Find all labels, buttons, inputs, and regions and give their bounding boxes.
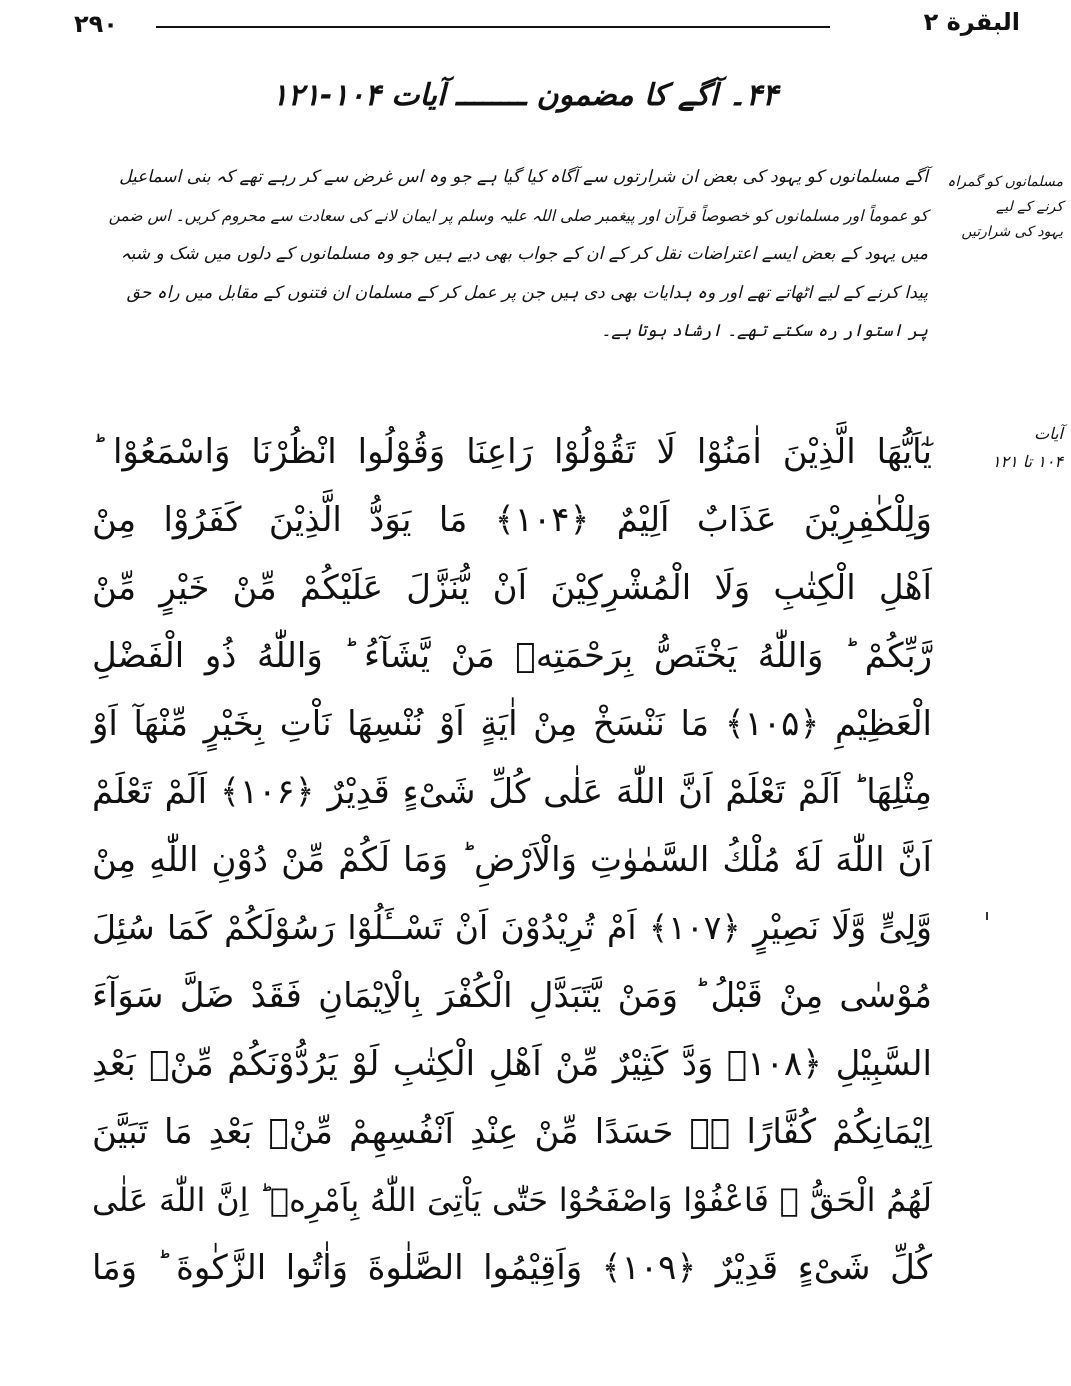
verse-line: يٰٓاَيُّهَا الَّذِيْنَ اٰمَنُوْا لَا تَقُوْلُوْا رَاعِنَا وَقُوْلُوا انْظُرْنَا وَاسْمَعُوْا ؕ (92, 432, 932, 472)
verse-line: كُلِّ شَىْءٍ قَدِيْرٌ ﴿۱۰۹﴾ وَاَقِيْمُوا الصَّلٰوةَ وَاٰتُوا الزَّكٰوةَ ؕ وَمَا (92, 1248, 933, 1288)
page-number: ۲۹۰ (74, 10, 118, 38)
intro-line: پر استوار رہ سکتے تھے۔ ارشاد ہوتا ہے۔ (601, 321, 928, 341)
header-rule (156, 26, 830, 28)
verse-line: لَهُمُ الْحَقُّ ۚ فَاعْفُوْا وَاصْفَحُوْا حَتّٰى يَاْتِىَ اللّٰهُ بِاَمْرِهٖ ؕ اِنَّ اللّٰهَ عَلٰى (92, 1181, 932, 1219)
verse-line: اِيْمَانِكُمْ كُفَّارًا ۖۚ حَسَدًا مِّنْ عِنْدِ اَنْفُسِهِمْ مِّنْۢ بَعْدِ مَا تَبَيَّنَ (92, 1112, 932, 1152)
intro-line: آگے مسلمانوں کو یہود کی بعض ان شرارتوں سے آگاہ کیا گیا ہے جو وہ اس غرض سے کر رہے تھے کہ بنی اسماعیل (119, 167, 928, 187)
verse-line: وَّلِىٍّ وَّلَا نَصِيْرٍ ﴿۱۰۷﴾ اَمْ تُرِيْدُوْنَ اَنْ تَسْــَٔلُوْا رَسُوْلَكُمْ كَمَا سُئِلَ (92, 908, 932, 947)
surah-name: البقرة ۲ (923, 8, 1020, 36)
intro-line: میں یہود کے بعض ایسے اعتراضات نقل کر کے ان کے جواب بھی دیے ہیں جو وہ مسلمانوں کے دلوں میں شک و شبہ (120, 244, 928, 264)
verse-line: رَّبِّكُمْ ؕ وَاللّٰهُ يَخْتَصُّ بِرَحْمَتِهٖ مَنْ يَّشَآءُ ؕ وَاللّٰهُ ذُو الْفَضْلِ (92, 636, 932, 676)
print-speck (986, 912, 988, 920)
verse-line: مُوْسٰى مِنْ قَبْلُ ؕ وَمَنْ يَّتَبَدَّلِ الْكُفْرَ بِالْاِيْمَانِ فَقَدْ ضَلَّ سَوَآءَ (92, 976, 932, 1016)
verse-line: مِثْلِهَا ؕ اَلَمْ تَعْلَمْ اَنَّ اللّٰهَ عَلٰى كُلِّ شَىْءٍ قَدِيْرٌ ﴿۱۰۶﴾ اَلَمْ تَعْلَمْ (92, 772, 932, 812)
quran-verses (92, 418, 932, 1302)
intro-line: پیدا کرنے کے لیے اٹھاتے تھے اور وہ ہدایات بھی دی ہیں جن پر عمل کر کے مسلمان ان فتنوں کے مقابل میں راہ حق (126, 282, 928, 303)
margin-note-line: یہود کی شرارتیں (961, 224, 1063, 240)
margin-note-verses (943, 420, 1063, 476)
intro-paragraph (98, 158, 928, 351)
margin-note-line: ۱۰۴ تا ۱۲۱ (991, 452, 1063, 471)
margin-note-topic (943, 170, 1063, 245)
intro-line: کو عموماً اور مسلمانوں کو خصوصاً قرآن اور پیغمبر صلی اللہ علیہ وسلم پر ایمان لانے کی سعادت سے محروم کریں۔ اس ضمن (108, 206, 928, 225)
margin-note-line: مسلمانوں کو گمراہ (947, 174, 1063, 190)
verse-line: اَهْلِ الْكِتٰبِ وَلَا الْمُشْرِكِيْنَ اَنْ يُّنَزَّلَ عَلَيْكُمْ مِّنْ خَيْرٍ مِّنْ (92, 568, 932, 608)
verse-line: وَلِلْكٰفِرِيْنَ عَذَابٌ اَلِيْمٌ ﴿۱۰۴﴾ مَا يَوَدُّ الَّذِيْنَ كَفَرُوْا مِنْ (92, 500, 932, 540)
verse-line: الْعَظِيْمِ ﴿۱۰۵﴾ مَا نَنْسَخْ مِنْ اٰيَةٍ اَوْ نُنْسِهَا نَاْتِ بِخَيْرٍ مِّنْهَآ اَوْ (92, 704, 932, 744)
running-header (60, 8, 1020, 42)
verse-line: اَنَّ اللّٰهَ لَهٗ مُلْكُ السَّمٰوٰتِ وَالْاَرْضِ ؕ وَمَا لَكُمْ مِّنْ دُوْنِ اللّٰهِ مِنْ (92, 840, 932, 880)
section-title: ۴۴۔ آگے کا مضمون ــــــــ آیات ۱۰۴-۱۲۱ (271, 78, 779, 113)
margin-note-line: کرنے کے لیے (996, 199, 1063, 215)
margin-note-line: آیات (1034, 424, 1063, 443)
verse-line: السَّبِيْلِ ﴿۱۰۸﴾ وَدَّ كَثِيْرٌ مِّنْ اَهْلِ الْكِتٰبِ لَوْ يَرُدُّوْنَكُمْ مِّنْۢ بَعْدِ (92, 1044, 932, 1084)
